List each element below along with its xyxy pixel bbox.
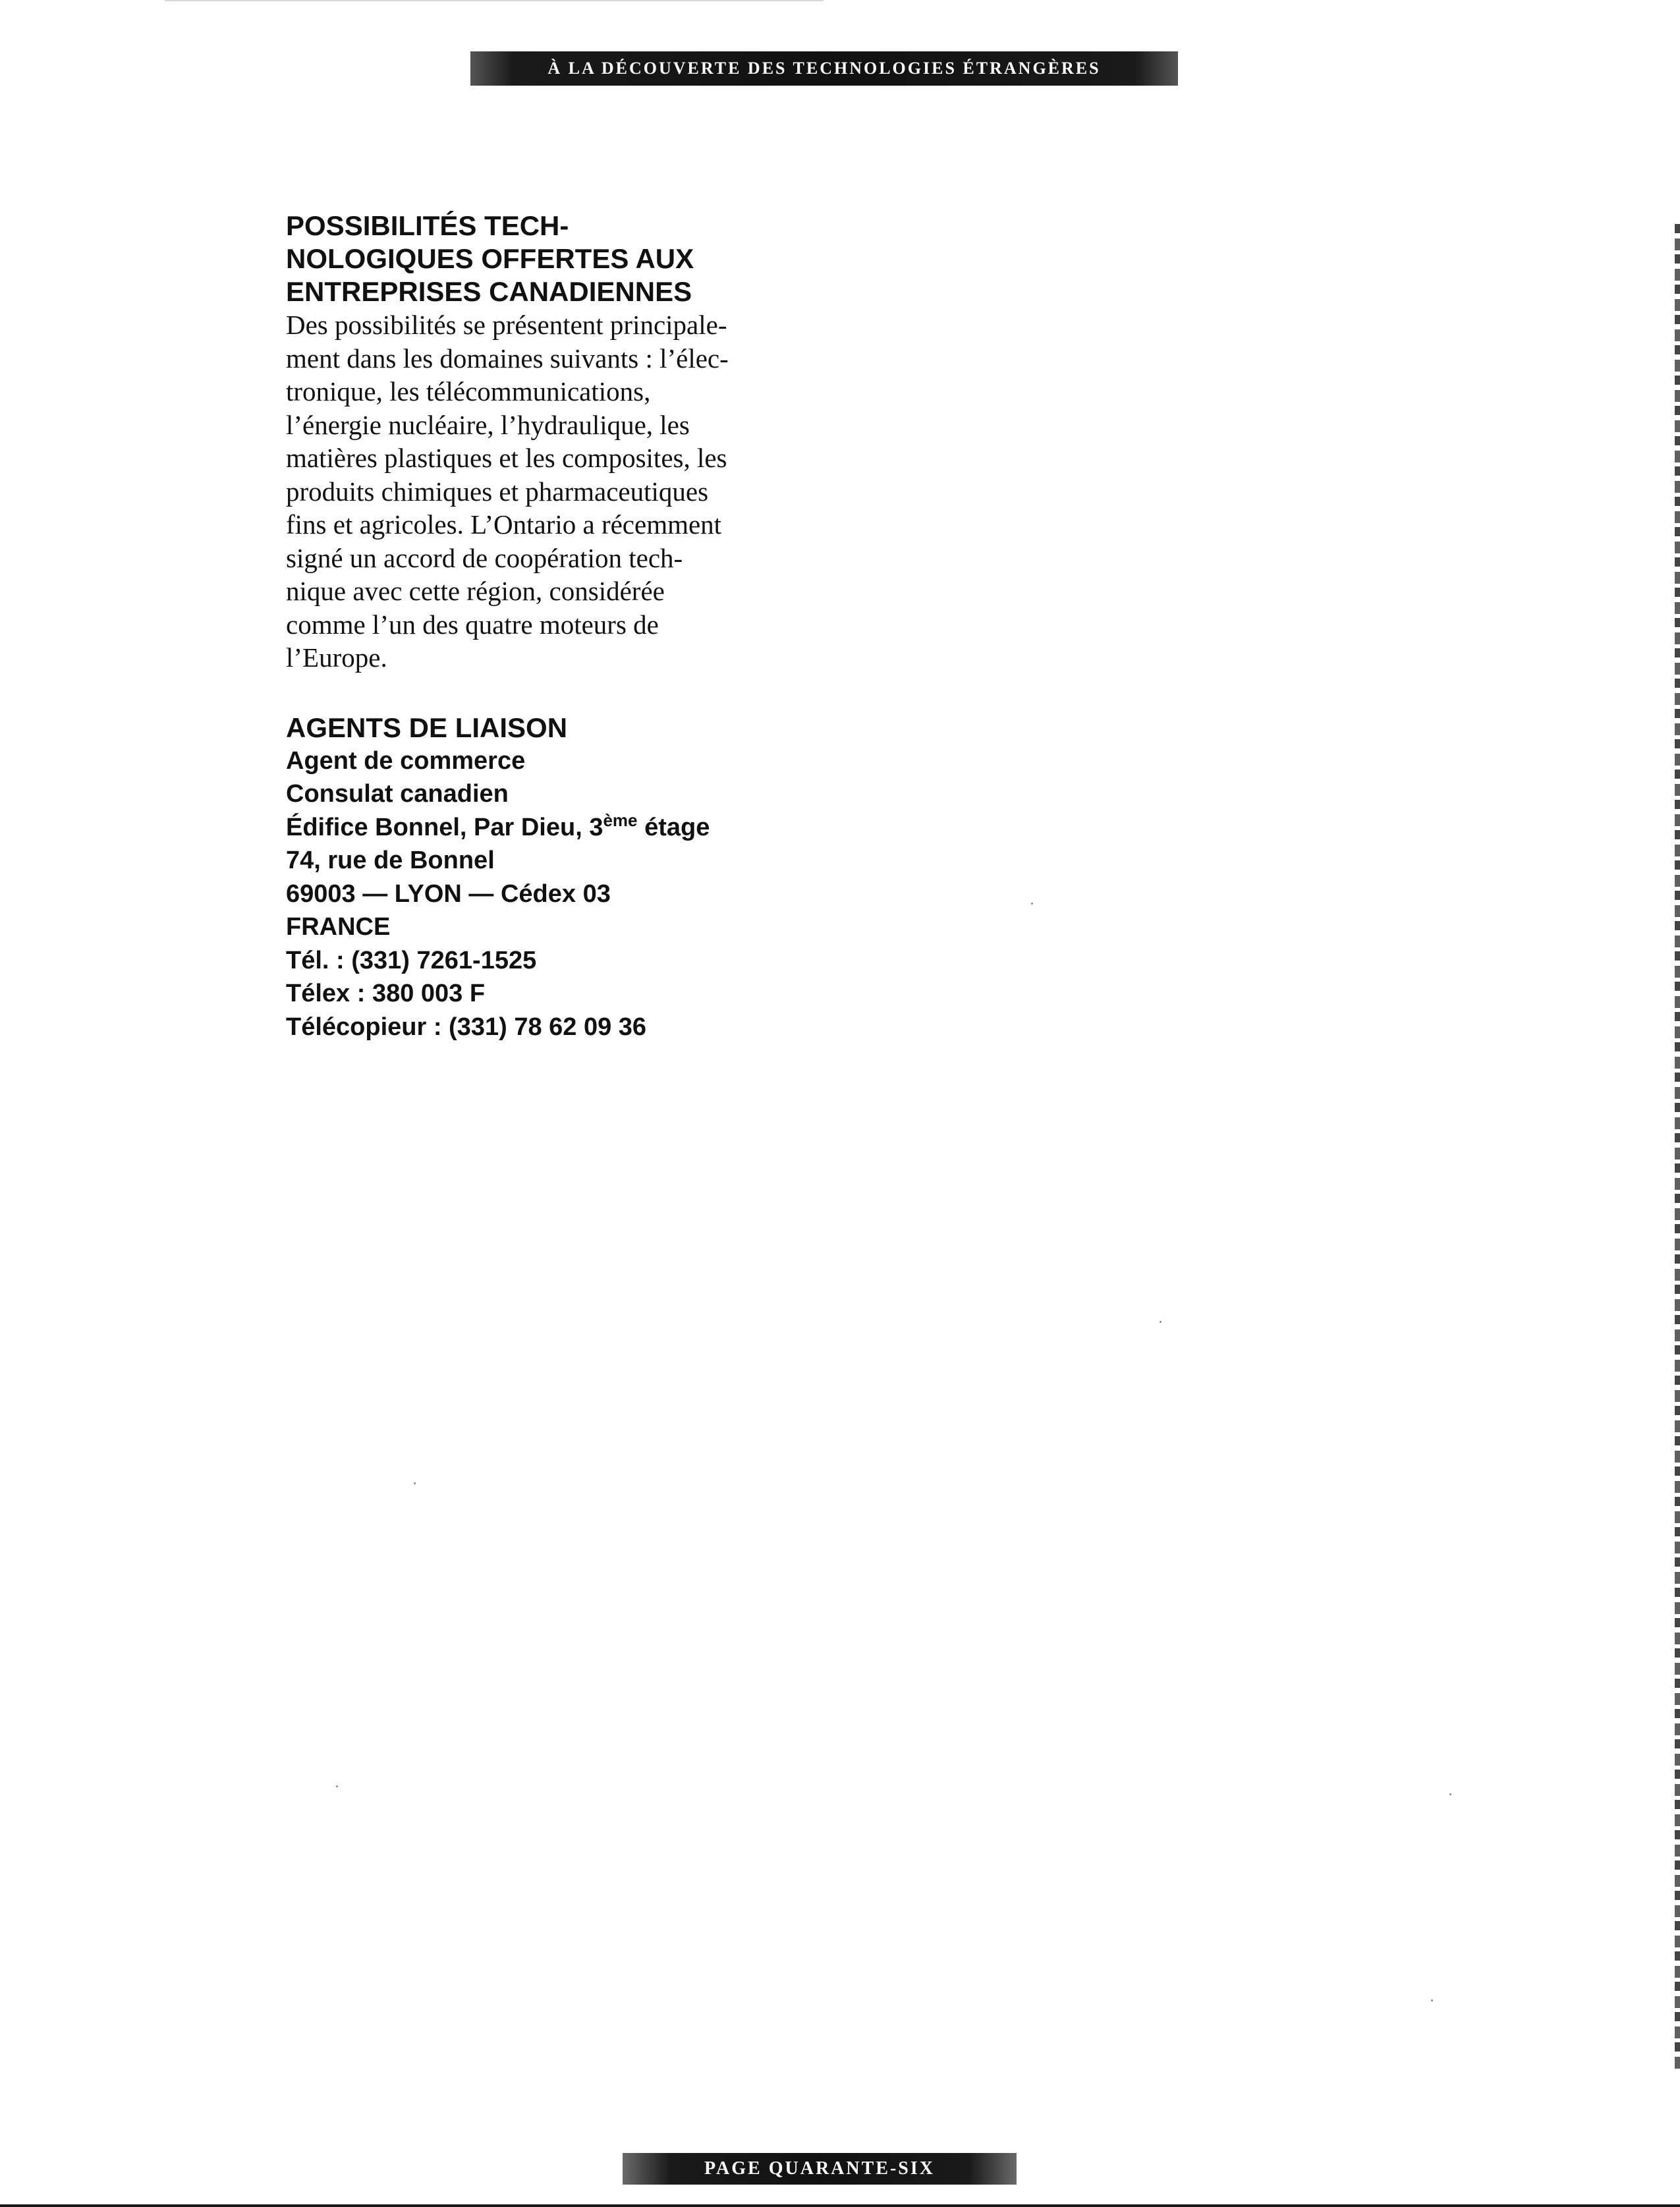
contact-phone: Tél. : (331) 7261-1525 (286, 946, 537, 974)
contact-building (286, 811, 787, 845)
running-header-title: À LA DÉCOUVERTE DES TECHNOLOGIES ÉTRANGÈRES (547, 59, 1101, 78)
paragraph-line: l’Europe. (286, 642, 387, 673)
main-content (286, 210, 787, 1044)
contact-building-prefix: Édifice Bonnel, Par Dieu, 3 (286, 813, 603, 841)
scan-bottom-edge (0, 2204, 1680, 2207)
contact-role: Agent de commerce (286, 746, 526, 775)
scan-speck (1031, 903, 1033, 905)
paragraph-line: fins et agricoles. L’Ontario a récemment (286, 509, 722, 540)
scan-top-rule (165, 0, 824, 1)
opportunities-heading-line-2: NOLOGIQUES OFFERTES AUX (286, 243, 694, 274)
paragraph-line: comme l’un des quatre moteurs de (286, 609, 659, 640)
paragraph-line: Des possibilités se présentent principale- (286, 310, 727, 340)
contact-organization: Consulat canadien (286, 780, 509, 808)
opportunities-heading-line-3: ENTREPRISES CANADIENNES (286, 276, 692, 307)
contact-building-ordinal: ème (603, 810, 638, 830)
paragraph-line: matières plastiques et les composites, les (286, 443, 727, 473)
liaison-contact-block (286, 744, 787, 1044)
scan-right-edge (1675, 224, 1680, 2069)
contact-telex: Télex : 380 003 F (286, 980, 486, 1007)
page-number-label: PAGE QUARANTE-SIX (704, 2158, 935, 2179)
liaison-section (286, 712, 787, 1044)
running-header-banner (470, 51, 1178, 86)
opportunities-heading-line-1: POSSIBILITÉS TECH- (286, 210, 569, 241)
contact-building-suffix: étage (637, 813, 710, 841)
paragraph-line: nique avec cette région, considérée (286, 576, 665, 606)
scan-speck (1449, 1793, 1451, 1795)
contact-fax: Télécopieur : (331) 78 62 09 36 (286, 1013, 647, 1041)
paragraph-line: produits chimiques et pharmaceutiques (286, 476, 709, 507)
paragraph-line: ment dans les domaines suivants : l’élec- (286, 343, 729, 374)
paragraph-line: signé un accord de coopération tech- (286, 542, 683, 573)
opportunities-paragraph (286, 308, 787, 675)
opportunities-heading (286, 210, 787, 308)
liaison-heading: AGENTS DE LIAISON (286, 712, 568, 743)
scan-speck (1431, 1999, 1433, 2001)
scan-speck (1160, 1321, 1162, 1323)
scan-speck (336, 1785, 338, 1787)
scan-speck (414, 1482, 416, 1484)
paragraph-line: tronique, les télécommunications, (286, 376, 651, 406)
paragraph-line: l’énergie nucléaire, l’hydraulique, les (286, 409, 690, 440)
opportunities-section (286, 210, 787, 675)
contact-country: FRANCE (286, 913, 391, 941)
section-spacer (286, 675, 787, 712)
contact-street: 74, rue de Bonnel (286, 847, 495, 874)
contact-city: 69003 — LYON — Cédex 03 (286, 880, 611, 908)
page-number-banner (623, 2153, 1017, 2185)
